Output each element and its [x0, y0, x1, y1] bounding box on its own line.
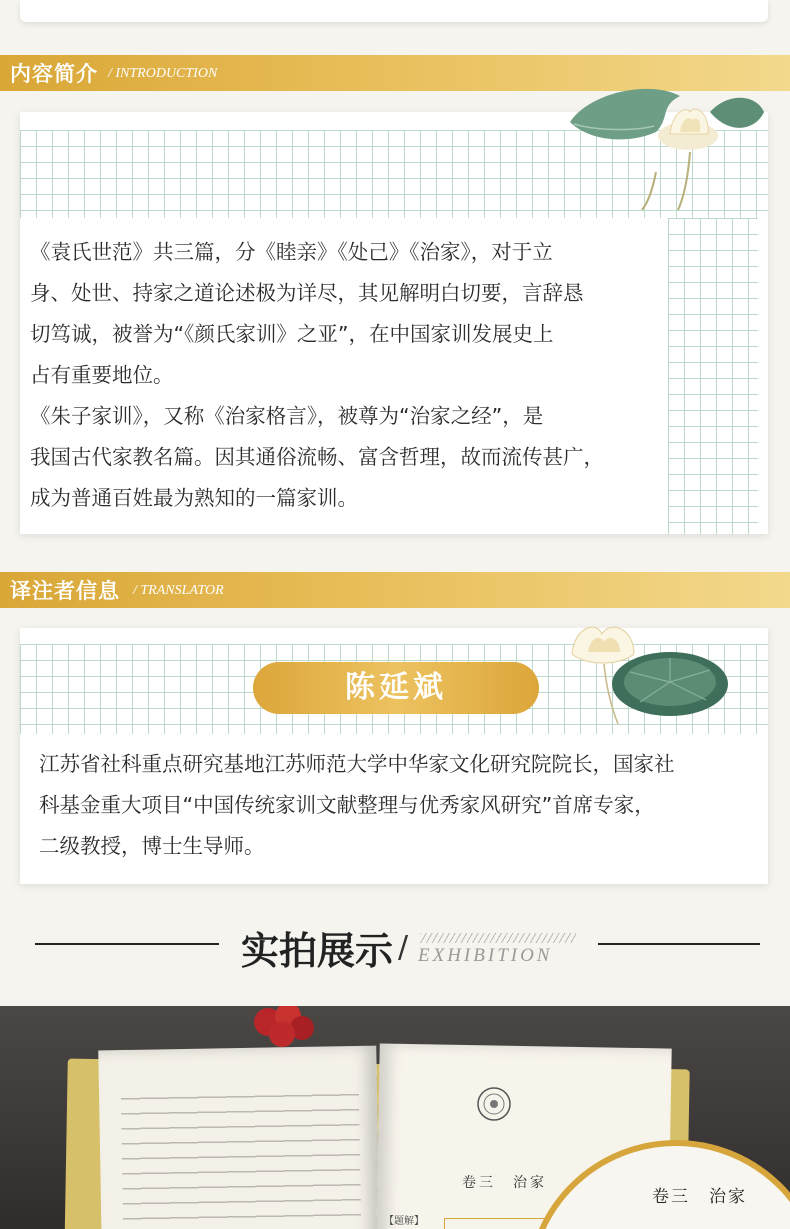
divider-right: [598, 943, 760, 945]
intro-heading-en: / INTRODUCTION: [108, 66, 218, 81]
book-page-heading: 卷三 治家: [462, 1175, 547, 1191]
book-photo: [0, 1006, 790, 1229]
magnified-heading: 卷三 治家: [652, 1187, 747, 1207]
translator-section-bar: [0, 572, 790, 608]
translator-heading: 译注者信息: [10, 579, 120, 603]
left-page-text: [121, 1086, 361, 1229]
intro-line: 成为普通百姓最为熟知的一篇家训。: [30, 486, 358, 510]
intro-line: 身、处世、持家之道论述极为详尽，其见解明白切要，言辞恳: [30, 281, 584, 305]
exhibition-subtitle: EXHIBITION: [418, 945, 553, 966]
exhibition-title: 实拍展示: [241, 928, 394, 973]
emblem-icon: [476, 1086, 512, 1122]
exhibition-slash: /: [398, 930, 409, 965]
book-section-label: 【题解】: [384, 1216, 424, 1227]
intro-line: 《朱子家训》，又称《治家格言》，被尊为“治家之经”，是: [30, 404, 544, 428]
intro-line: 我国古代家教名篇。因其通俗流畅、富含哲理，故而流传甚广，: [30, 445, 604, 469]
intro-heading: 内容简介: [10, 62, 98, 86]
translator-line: 科基金重大项目“中国传统家训文献整理与优秀家风研究”首席专家，: [39, 793, 655, 817]
lotus-flower-illustration: [560, 614, 732, 734]
lotus-leaf-illustration: [560, 72, 770, 212]
translator-line: 江苏省社科重点研究基地江苏师范大学中华家文化研究院院长，国家社: [39, 752, 675, 776]
translator-heading-en: / TRANSLATOR: [133, 583, 224, 598]
intro-line: 占有重要地位。: [30, 363, 174, 387]
divider-left: [35, 943, 219, 945]
translator-name-badge: 陈延斌: [253, 662, 539, 714]
intro-line: 《袁氏世范》共三篇，分《睦亲》《处己》《治家》，对于立: [30, 240, 553, 264]
red-flower-decoration: [246, 1006, 320, 1050]
decorative-hatch: [420, 933, 576, 943]
top-card-fragment: [20, 0, 768, 22]
grid-band-side: [668, 218, 758, 534]
intro-line: 切笃诚，被誉为“《颜氏家训》之亚”，在中国家训发展史上: [30, 322, 554, 346]
translator-line: 二级教授，博士生导师。: [39, 834, 265, 858]
